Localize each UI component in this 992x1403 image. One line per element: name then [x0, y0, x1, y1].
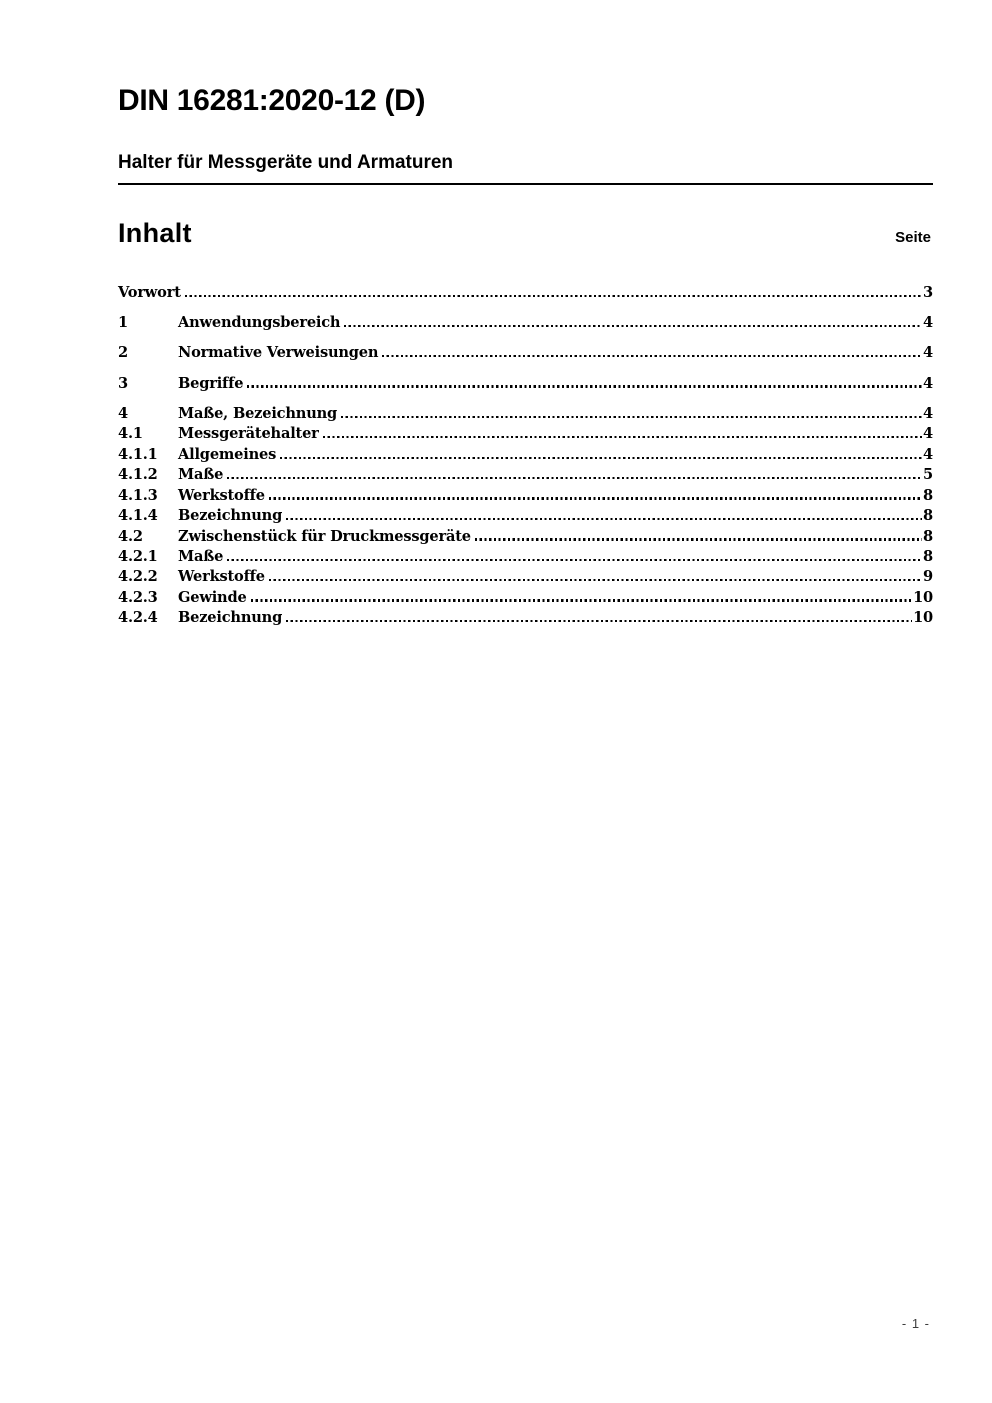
toc-heading: Inhalt: [118, 218, 192, 248]
toc-entry-page: 4: [923, 314, 933, 332]
toc-entry-page: 4: [923, 445, 933, 463]
dot-leader: [475, 538, 922, 540]
toc-entry-page: 8: [923, 547, 933, 565]
toc-entry: [118, 567, 933, 587]
toc-entry-number: 2: [118, 344, 128, 362]
toc-entry: [118, 343, 933, 363]
toc-entry-page: 8: [923, 507, 933, 525]
title-rule-divider: [118, 183, 933, 185]
toc-entry-label: Maße: [178, 466, 224, 484]
toc-entry-label: Begriffe: [178, 374, 244, 392]
toc-entry-label: Normative Verweisungen: [178, 344, 379, 362]
toc-entry: [118, 424, 933, 444]
toc-entry-page: 4: [923, 425, 933, 443]
dot-leader: [247, 385, 922, 387]
toc-entry-label: Werkstoffe: [178, 568, 265, 586]
toc-entry-label: Vorwort: [118, 283, 181, 301]
toc-entry-number: 4.2.3: [118, 588, 158, 606]
toc-page-column-label: Seite: [895, 229, 931, 246]
toc-entry-page: 10: [913, 609, 933, 627]
toc-entry-number: 4.1.1: [118, 445, 158, 463]
document-title: Halter für Messgeräte und Armaturen: [118, 152, 454, 173]
toc-entry-number: 1: [118, 314, 128, 332]
toc-entry-label: Anwendungsbereich: [178, 314, 341, 332]
toc-entry-page: 4: [923, 374, 933, 392]
toc-entry-number: 4.1.4: [118, 507, 158, 525]
dot-leader: [382, 355, 922, 357]
toc-entry-number: 4.2: [118, 527, 143, 545]
dot-leader: [269, 579, 922, 581]
toc-entry-number: 4: [118, 405, 128, 423]
toc-entry: [118, 486, 933, 506]
dot-leader: [323, 436, 922, 438]
dot-leader: [286, 518, 922, 520]
toc-entry: [118, 588, 933, 608]
toc-entry-label: Messgerätehalter: [178, 425, 319, 443]
dot-leader: [286, 620, 912, 622]
toc-entry: [118, 374, 933, 394]
dot-leader: [227, 559, 922, 561]
toc-entry-page: 3: [923, 283, 933, 301]
table-of-contents: [118, 273, 933, 629]
dot-leader: [269, 497, 922, 499]
toc-entry-page: 5: [923, 466, 933, 484]
toc-entry-page: 10: [913, 588, 933, 606]
toc-entry: [118, 404, 933, 424]
toc-entry: [118, 465, 933, 485]
toc-entry-label: Werkstoffe: [178, 486, 265, 504]
toc-entry-number: 4.2.1: [118, 547, 158, 565]
toc-entry: [118, 506, 933, 526]
toc-entry: [118, 527, 933, 547]
toc-entry-number: 4.1: [118, 425, 143, 443]
toc-entry-label: Maße, Bezeichnung: [178, 405, 338, 423]
toc-entry-page: 4: [923, 405, 933, 423]
toc-entry-page: 8: [923, 527, 933, 545]
dot-leader: [251, 599, 913, 601]
dot-leader: [185, 295, 922, 297]
toc-entry-label: Zwischenstück für Druckmessgeräte: [178, 527, 471, 545]
toc-entry-number: 4.1.2: [118, 466, 158, 484]
toc-entry: [118, 608, 933, 628]
toc-entry-label: Bezeichnung: [178, 507, 283, 525]
toc-entry-label: Maße: [178, 547, 224, 565]
toc-entry: [118, 547, 933, 567]
toc-entry: [118, 313, 933, 333]
toc-entry-number: 4.1.3: [118, 486, 158, 504]
toc-entry: [118, 283, 933, 303]
toc-entry-label: Allgemeines: [178, 445, 277, 463]
toc-entry-number: 4.2.4: [118, 609, 158, 627]
toc-entry-label: Gewinde: [178, 588, 247, 606]
toc-entry-number: 4.2.2: [118, 568, 158, 586]
document-number: DIN 16281:2020-12 (D): [118, 84, 426, 117]
toc-entry-page: 4: [923, 344, 933, 362]
toc-entry-page: 8: [923, 486, 933, 504]
toc-entry-label: Bezeichnung: [178, 609, 283, 627]
toc-entry-number: 3: [118, 374, 128, 392]
toc-entry-page: 9: [923, 568, 933, 586]
dot-leader: [227, 477, 922, 479]
page-number-footer: - 1 -: [901, 1316, 930, 1331]
dot-leader: [344, 325, 922, 327]
dot-leader: [280, 457, 922, 459]
toc-entry: [118, 445, 933, 465]
dot-leader: [341, 416, 922, 418]
